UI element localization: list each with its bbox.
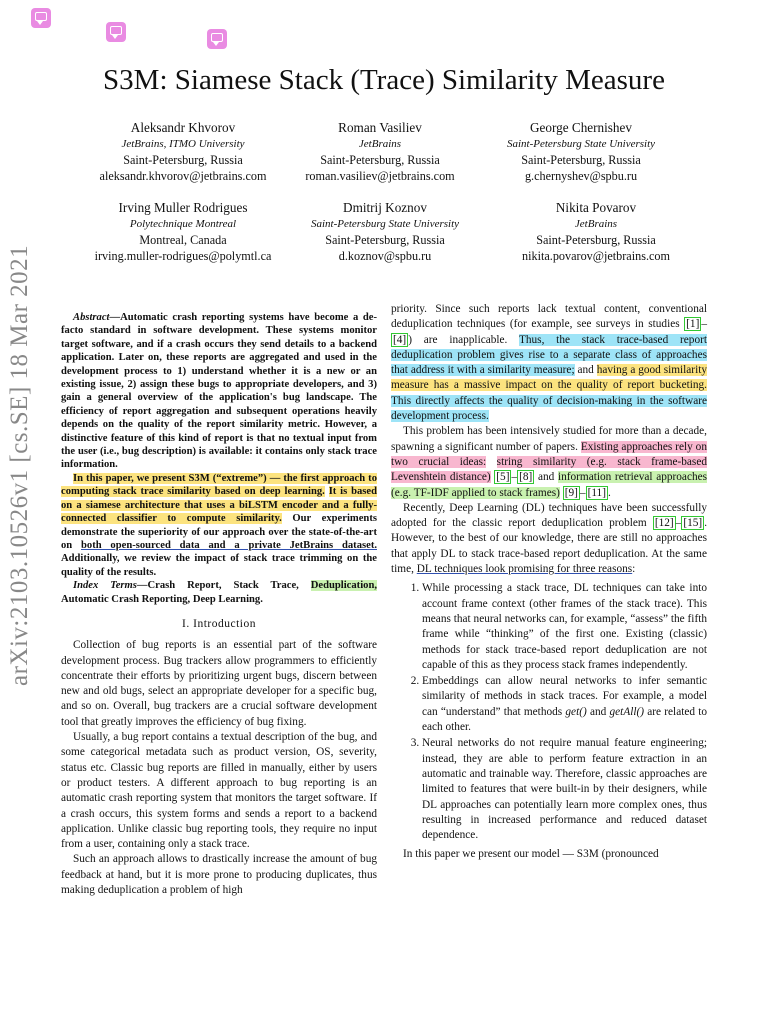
body-text: –	[675, 517, 682, 530]
comment-note-icon[interactable]	[31, 8, 51, 28]
author-name: Dmitrij Koznov	[343, 200, 427, 215]
right-column	[391, 302, 707, 863]
author-email: roman.vasiliev@jetbrains.com	[305, 169, 455, 183]
comment-note-icon[interactable]	[207, 29, 227, 49]
author-card	[68, 120, 298, 184]
list-item: 3. Neural networks do not require manual feature engineering; instead, they are able to perform feature extraction in an automatic and trainable way. Therefore, classic approaches are limited to features that were built-in by their designers, while DL approaches can potentially learn more complex ones, thus resulting in increased performance and reduced dataset dependence.	[422, 736, 707, 843]
body-paragraph	[391, 501, 707, 577]
body-text: . However, to the best of our knowledge, there are still no approaches that apply DL to stack trace-based report deduplication. At the same time,	[391, 517, 708, 576]
body-text: :	[632, 563, 636, 576]
author-affiliation: Saint-Petersburg State University	[506, 138, 656, 150]
citation-link[interactable]: [4]	[393, 333, 407, 346]
highlight-yellow[interactable]: It is based on a siamese architecture that uses a biLSTM encoder and a fully-connected classifier to compute similarity.	[61, 486, 378, 525]
author-city: Saint-Petersburg, Russia	[123, 153, 243, 167]
body-text: –	[579, 486, 586, 499]
author-affiliation: JetBrains, ITMO University	[121, 138, 245, 150]
body-text: and	[537, 471, 555, 484]
body-text: priority. Since such reports lack textual content, conventional deduplication techniques (for example, see surveys in studies	[391, 303, 707, 331]
comment-note-icon[interactable]	[106, 22, 126, 42]
body-text: Recently, Deep Learning (DL) techniques have been successfully adopted for the classic report deduplication problem	[391, 501, 707, 530]
section-heading: I. Introduction	[182, 617, 256, 630]
citation-link[interactable]: [5]	[496, 471, 510, 484]
body-text: and	[589, 705, 607, 718]
author-card	[68, 200, 298, 264]
arxiv-identifier: arXiv:2103.10526v1 [cs.SE] 18 Mar 2021	[6, 244, 33, 686]
index-terms-text: Automatic Crash Reporting, Deep Learning.	[61, 593, 263, 605]
body-paragraph: Collection of bug reports is an essential part of the software development process. Bug trackers allow programmers to efficiently concentrate their efforts by prioritizing urgent bugs, discern between new and old bugs, select an appropriate developer for a specific bug, and so on. Overall, bug trackers are a crucial software development tool that greatly improves the efficiency of bug fixing.	[61, 639, 377, 728]
author-card	[270, 200, 500, 264]
body-paragraph: Usually, a bug report contains a textual description of the bug, and some categorical metadata such as product version, OS, severity, status etc. Classic bug reports are filled in manually, either by users or product testers. A different approach to bug reporting is an automatic crash reporting system that monitors the target software. If a crash occurs, this system forms and sends a report to a backend application. Unlike classic bug reporting tools, they require no input from a user, containing only a stack trace.	[61, 731, 377, 851]
paper-title: S3M: Siamese Stack (Trace) Similarity Measure	[103, 64, 665, 96]
highlight-green[interactable]: Deduplication,	[310, 580, 377, 592]
highlight-yellow[interactable]: In this paper, we present S3M (“extreme”) — the first approach to computing stack trace similarity based on deep learning.	[61, 472, 377, 498]
author-affiliation: JetBrains	[358, 138, 402, 150]
author-name: George Chernishev	[530, 120, 632, 135]
author-email: aleksandr.khvorov@jetbrains.com	[99, 169, 267, 183]
body-text: –	[701, 318, 707, 331]
author-email: g.chernyshev@spbu.ru	[524, 169, 638, 183]
left-column	[61, 311, 377, 898]
code-method: get()	[565, 705, 587, 718]
highlight-blue[interactable]: Thus, the stack trace-based report deduplication problem gives rise to a separate class of approaches that address it with a similarity measure;	[391, 333, 707, 377]
author-city: Saint-Petersburg, Russia	[536, 233, 656, 247]
author-city: Saint-Petersburg, Russia	[325, 233, 445, 247]
highlight-blue[interactable]: This directly affects the quality of decision-making in the software development process.	[391, 394, 707, 423]
body-paragraph: In this paper we present our model — S3M (pronounced	[403, 848, 659, 861]
abstract-text: —Automatic crash reporting systems have become a de-facto standard in software development. These systems monitor target software, and if a crash occurs they send details to a backend application. Later on, these reports are aggregated and used in the development process to 1) understand whether it is a new or an existing issue, 2) assign these bugs to appropriate developers, and 3) gain a general overview of the application's bug landscape. The efficiency of report aggregation and subsequent operations heavily depends on the quality of the report similarity metric. However, a distinctive feature of this kind of report is that no textual input from the user (i.e., bug description) is available: it contains only stack trace information.	[61, 312, 377, 471]
abstract-paragraph	[61, 472, 377, 579]
underline-annotation[interactable]: both open-sourced data and a private JetBrains dataset.	[81, 539, 377, 551]
author-affiliation: JetBrains	[574, 218, 618, 230]
citation-link[interactable]: [1]	[686, 318, 700, 331]
author-card	[265, 120, 495, 184]
list-item	[422, 674, 707, 735]
code-method: getAll()	[609, 705, 645, 718]
body-text: –	[511, 471, 518, 484]
abstract-lead: Abstract	[73, 312, 110, 323]
reasons-list	[391, 581, 707, 843]
abstract-paragraph	[61, 311, 377, 472]
author-city: Saint-Petersburg, Russia	[521, 153, 641, 167]
body-paragraph	[391, 302, 707, 424]
author-email: irving.muller-rodrigues@polymtl.ca	[94, 249, 272, 263]
citation-link[interactable]: [9]	[564, 486, 578, 499]
abstract-text: Additionally, we review the impact of stack trace trimming on the quality of the results.	[61, 553, 377, 578]
author-name: Nikita Povarov	[555, 200, 637, 215]
body-text: and	[577, 364, 594, 377]
citation-link[interactable]: [15]	[683, 517, 703, 530]
list-item: 1. While processing a stack trace, DL techniques can take into account frame context (other frames of the stack trace). This means that neural networks can, for example, “assess” the fifth frame while “thinking” of the first one. Existing (classic) methods for stack trace-based report deduplication are not capable of this as they process stack frames independently.	[422, 581, 707, 673]
index-terms	[61, 579, 377, 606]
body-text: are related to each other.	[422, 705, 708, 734]
author-affiliation: Saint-Petersburg State University	[310, 218, 460, 230]
index-terms-text: —Crash Report, Stack Trace,	[136, 580, 299, 592]
author-name: Aleksandr Khvorov	[130, 120, 236, 135]
author-city: Montreal, Canada	[139, 233, 227, 247]
body-text: This problem has been intensively studied for more than a decade, spawning a significant number of papers.	[391, 425, 707, 453]
highlight-green[interactable]: information retrieval approaches (e.g. TF-IDF applied to stack frames)	[391, 471, 708, 499]
author-email: nikita.povarov@jetbrains.com	[522, 249, 670, 263]
author-card	[481, 200, 711, 264]
citation-link[interactable]: [12]	[654, 517, 674, 530]
citation-link[interactable]: [8]	[519, 471, 533, 484]
highlight-pink[interactable]: string similarity (e.g. stack frame-based Levenshtein distance)	[391, 455, 707, 484]
citation-link[interactable]: [11]	[587, 486, 606, 499]
highlight-yellow[interactable]: having a good similarity measure has a massive impact on the quality of report bucketing.	[391, 364, 707, 392]
underline-annotation[interactable]: DL techniques look promising for three reasons	[416, 563, 633, 576]
author-affiliation: Polytechnique Montreal	[129, 218, 237, 230]
index-terms-lead: Index Terms	[73, 580, 137, 592]
body-paragraph	[391, 424, 707, 500]
abstract-text: Our experiments demonstrate the superiority of our approach over the state-of-the-art on	[61, 513, 377, 551]
author-name: Roman Vasiliev	[338, 120, 422, 135]
body-text: Embeddings can allow neural networks to infer semantic similarity of methods in stack traces. For example, a model can “understand” that methods	[422, 675, 707, 718]
highlight-pink[interactable]: Existing approaches rely on two crucial ideas:	[391, 440, 707, 468]
author-name: Irving Muller Rodrigues	[118, 200, 248, 215]
body-text: ) are inapplicable.	[408, 333, 508, 346]
author-email: d.koznov@spbu.ru	[338, 249, 432, 263]
body-text: .	[607, 486, 611, 499]
author-city: Saint-Petersburg, Russia	[320, 153, 440, 167]
author-card	[466, 120, 696, 184]
abstract	[61, 311, 377, 606]
body-paragraph: Such an approach allows to drastically increase the amount of bug feedback at hand, but it is more prone to producing duplicates, thus making deduplication a problem of high	[61, 853, 377, 896]
